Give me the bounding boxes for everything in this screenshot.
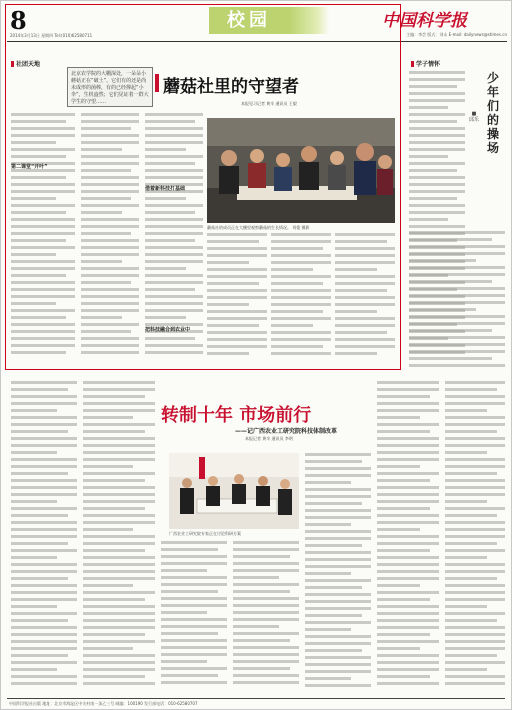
lower-headline: 转制十年 市场前行 <box>161 405 312 426</box>
lower-byline: 本报记者 黄辛 通讯员 李明 <box>245 436 293 441</box>
feature-headline: 蘑菇社里的守望者 <box>163 72 299 97</box>
lower-text-column-6 <box>377 381 439 691</box>
lower-photo <box>169 453 299 529</box>
feature-intro: 北京农学院的大棚深处，一朵朵小蘑菇正在“破土”。它们有的还是尚未成形的菌棒，有的已经撑起“小伞”，生机盎然；它们见证着一群大学生的守望…… <box>67 67 153 107</box>
meeting-photo <box>169 453 299 529</box>
lower-text-column-7 <box>445 381 505 691</box>
feature-byline: 本报见习记者 黄辛 通讯员 王毅 <box>241 101 297 106</box>
right-text-column-2 <box>409 231 505 371</box>
lower-text-column-4 <box>233 541 299 691</box>
right-column-label: 学子情怀 <box>411 59 440 68</box>
lower-text-column-1 <box>11 381 77 691</box>
banner-decoration <box>289 7 329 34</box>
right-column-vertical-title: 少年们的操场 <box>486 71 499 155</box>
section-banner: 校园 <box>209 7 289 34</box>
feature-text-column-1 <box>11 113 75 363</box>
feature-column-label: 社团天地 <box>11 59 40 68</box>
lower-text-column-2 <box>83 381 155 691</box>
feature-photo <box>207 118 395 223</box>
footer-info: 中国科学报社出版 地址：北京市海淀区中关村南一条乙三号 邮编：100190 发行部电话：010-62580707 <box>9 701 198 706</box>
feature-text-column-2 <box>81 113 139 363</box>
page-number: 8 <box>10 6 27 35</box>
footer-rule <box>7 698 505 699</box>
lower-text-column-3 <box>161 541 227 691</box>
date-line: 2014年3月13日 星期四 Tel:(010)62580711 <box>10 33 93 38</box>
lower-text-column-5 <box>305 453 371 691</box>
feature-text-column-6 <box>335 233 395 363</box>
feature-text-column-5 <box>271 233 331 363</box>
feature-subhead-2: 借着新科技打基础 <box>145 186 186 192</box>
masthead <box>1 1 512 46</box>
feature-subhead-1: 第二课堂“开叶” <box>11 164 48 170</box>
masthead-rule <box>7 41 507 42</box>
feature-subhead-3: 把科技融合到农业中 <box>145 327 191 333</box>
feature-photo-caption: 蘑菇社的成员正在大棚里观察蘑菇的生长情况。 刘俊 摄影 <box>207 225 310 230</box>
students-in-greenhouse-photo <box>207 118 395 223</box>
lower-photo-caption: 广西农业工研究院专家正在讨论科研方案 <box>169 531 241 536</box>
right-column-author: ■ 邱乐 <box>469 111 480 123</box>
editor-meta: 主编：李芸 版式：刘永 E-mail: dailynews@stimes.cn <box>406 32 507 37</box>
paper-logo: 中国科学报 <box>382 11 467 31</box>
lower-subtitle: ——记广西农业工研究院科技体制改革 <box>235 428 338 435</box>
feature-text-column-4 <box>207 233 267 363</box>
